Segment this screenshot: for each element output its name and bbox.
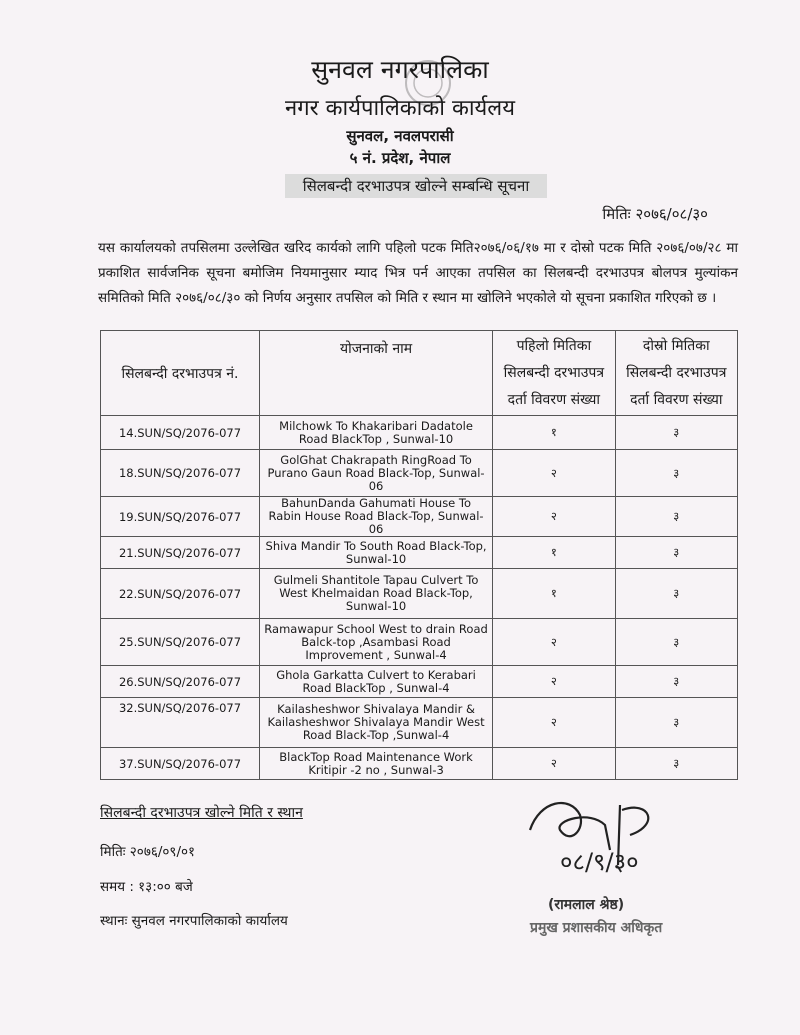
org-name: सुनवल नगरपालिका [311,55,489,84]
notice-body: यस कार्यालयको तपसिलमा उल्लेखित खरिद कार्यको लागि पहिलो पटक मिति२०७६/०६/१७ मा र दोस्रो पटक मिति २०७६/०७/२८ मा प्रकाशित सार्वजनिक सूचना बमोजिम नियमानुसार म्याद भित्र पर्न आएका तपसिल का सिलबन्दी दरभाउपत्र बोलपत्र मुल्यांकन समितिको मिति २०७६/०८/३० को निर्णय अनुसार तपसिल को मिति र स्थान मा खोलिने भएकोले यो सूचना प्रकाशित गरिएको छ । [98,240,738,306]
tender-no: 26.SUN/SQ/2076-077 [101,666,260,698]
tender-no: 32.SUN/SQ/2076-077 [101,698,260,748]
project-name: BlackTop Road Maintenance Work Kritipir -2 no , Sunwal-3 [259,748,492,780]
address: सुनवल, नवलपरासी [346,127,454,145]
header-first-line1: पहिलो मितिका [516,337,592,354]
second-count: ३ [615,497,737,537]
table-row [101,569,738,619]
tender-no: 22.SUN/SQ/2076-077 [101,569,260,619]
header-second-line3: दर्ता विवरण संख्या [630,391,723,408]
opening-time: समय : १३:०० बजे [100,879,193,895]
first-count: २ [493,450,615,497]
project-name: Ramawapur School West to drain Road Balck-top ,Asambasi Road Improvement , Sunwal-4 [259,619,492,666]
notice-title: सिलबन्दी दरभाउपत्र खोल्ने सम्बन्धि सूचना [285,174,547,198]
first-count: १ [493,537,615,569]
project-name: Ghola Garkatta Culvert to Kerabari Road BlackTop , Sunwal-4 [259,666,492,698]
tender-no: 18.SUN/SQ/2076-077 [101,450,260,497]
svg-text:०८/९/३०: ०८/९/३० [560,848,639,876]
table-row [101,416,738,450]
second-count: ३ [615,537,737,569]
header-second-count [615,331,737,416]
first-count: २ [493,666,615,698]
header-second-line2: सिलबन्दी दरभाउपत्र [626,364,727,381]
header-second-line1: दोस्रो मितिका [642,337,710,354]
handwritten-signature [510,790,710,880]
second-count: ३ [615,619,737,666]
second-count: ३ [615,450,737,497]
table-header-row [101,331,738,416]
tender-no: 14.SUN/SQ/2076-077 [101,416,260,450]
first-count: २ [493,619,615,666]
first-count: २ [493,698,615,748]
second-count: ३ [615,569,737,619]
province: ५ नं. प्रदेश, नेपाल [349,149,451,167]
opening-place: स्थानः सुनवल नगरपालिकाको कार्यालय [100,913,288,929]
tender-no: 37.SUN/SQ/2076-077 [101,748,260,780]
notice-date: मितिः २०७६/०८/३० [602,205,708,223]
tender-table [100,330,738,780]
first-count: २ [493,497,615,537]
table-row [101,666,738,698]
table-row [101,537,738,569]
office-name: नगर कार्यपालिकाको कार्यलय [285,96,515,121]
opening-date: मितिः २०७६/०९/०१ [100,844,196,860]
header-first-line2: सिलबन्दी दरभाउपत्र [503,364,605,381]
officer-title: प्रमुख प्रशासकीय अधिकृत [530,920,663,936]
tender-no: 19.SUN/SQ/2076-077 [101,497,260,537]
table-row [101,619,738,666]
table-row [101,497,738,537]
project-name: Kailasheshwor Shivalaya Mandir & Kailasheshwor Shivalaya Mandir West Road Black-Top ,Sunwal-4 [259,698,492,748]
second-count: ३ [615,748,737,780]
officer-name: (रामलाल श्रेष्ठ) [548,897,625,913]
second-count: ३ [615,416,737,450]
tender-no: 21.SUN/SQ/2076-077 [101,537,260,569]
second-count: ३ [615,698,737,748]
project-name: BahunDanda Gahumati House To Rabin House Road Black-Top, Sunwal-06 [259,497,492,537]
table-row [101,450,738,497]
tender-no: 25.SUN/SQ/2076-077 [101,619,260,666]
header-first-count [493,331,615,416]
header-project-name: योजनाको नाम [259,331,492,416]
table-row [101,698,738,748]
first-count: २ [493,748,615,780]
second-count: ३ [615,666,737,698]
header-tender-no: सिलबन्दी दरभाउपत्र नं. [101,331,260,416]
opening-heading: सिलबन्दी दरभाउपत्र खोल्ने मिति र स्थान [100,805,303,821]
project-name: Milchowk To Khakaribari Dadatole Road BlackTop , Sunwal-10 [259,416,492,450]
first-count: १ [493,569,615,619]
project-name: Gulmeli Shantitole Tapau Culvert To West Khelmaidan Road Black-Top, Sunwal-10 [259,569,492,619]
project-name: Shiva Mandir To South Road Black-Top, Sunwal-10 [259,537,492,569]
project-name: GolGhat Chakrapath RingRoad To Purano Gaun Road Black-Top, Sunwal-06 [259,450,492,497]
table-row [101,748,738,780]
first-count: १ [493,416,615,450]
header-first-line3: दर्ता विवरण संख्या [507,391,601,408]
